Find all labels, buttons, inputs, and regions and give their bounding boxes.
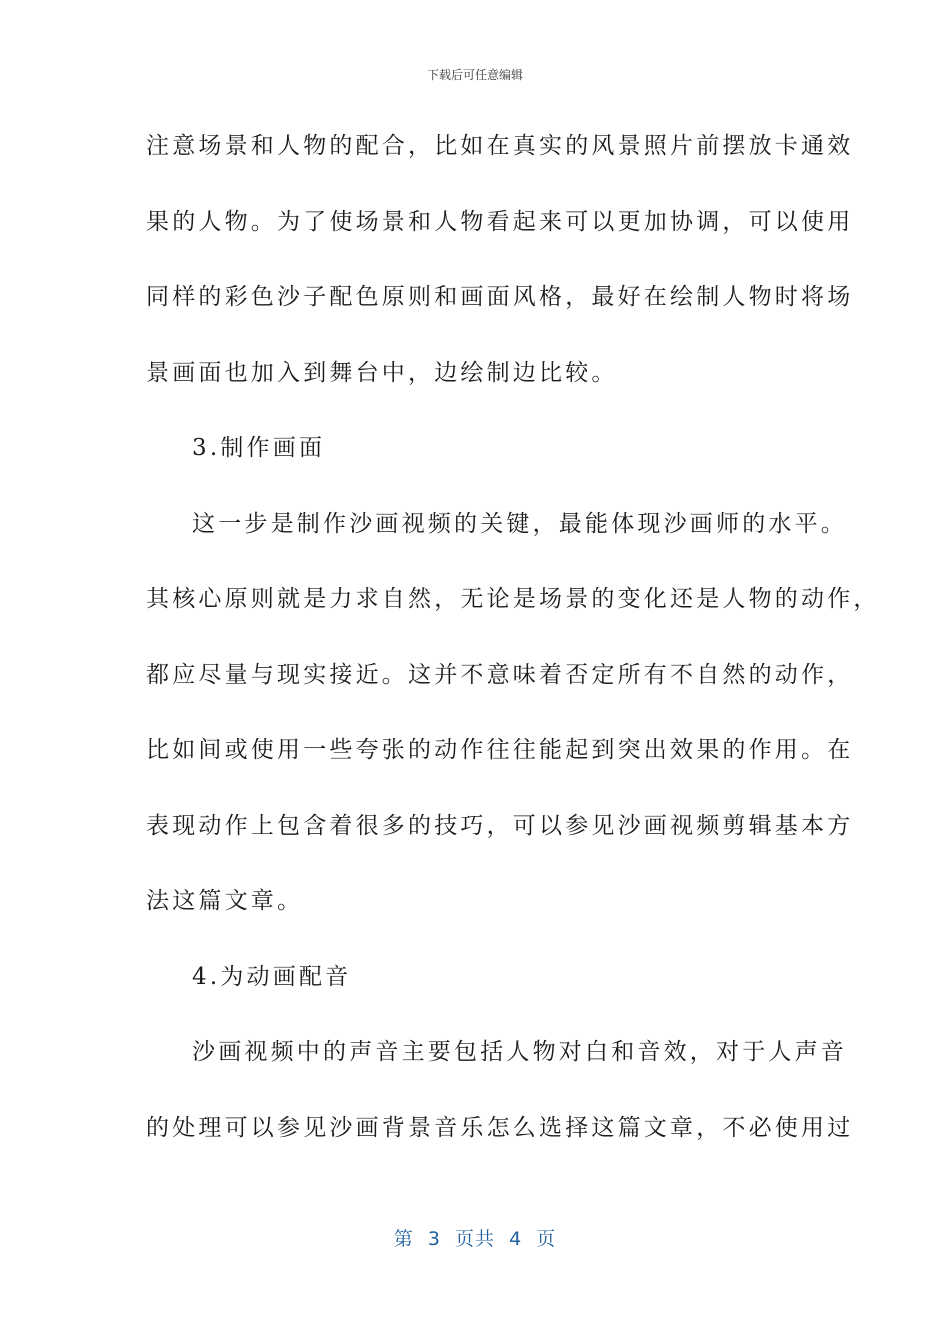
page-header: 下载后可任意编辑 xyxy=(426,68,523,82)
paragraph-line: 景画面也加入到舞台中，边绘制边比较。 xyxy=(146,359,618,386)
paragraph-line: 沙画视频中的声音主要包括人物对白和音效，对于人声音 xyxy=(192,1039,847,1065)
paragraph-line: 比如间或使用一些夸张的动作往往能起到突出效果的作用。在 xyxy=(146,737,854,763)
paragraph-line: 这一步是制作沙画视频的关键，最能体现沙画师的水平。 xyxy=(192,510,847,537)
section-heading: 4.为动画配音 xyxy=(192,963,352,990)
paragraph-line: 的处理可以参见沙画背景音乐怎么选择这篇文章，不必使用过 xyxy=(146,1114,854,1141)
section-heading: 3.制作画面 xyxy=(192,435,326,461)
paragraph-line: 注意场景和人物的配合，比如在真实的风景照片前摆放卡通效 xyxy=(146,133,854,159)
page-number-footer: 第 3 页共 4 页 xyxy=(393,1228,557,1250)
paragraph-line: 果的人物。为了使场景和人物看起来可以更加协调，可以使用 xyxy=(146,208,854,235)
paragraph-line: 表现动作上包含着很多的技巧，可以参见沙画视频剪辑基本方 xyxy=(146,812,854,839)
paragraph-line: 法这篇文章。 xyxy=(146,888,304,914)
paragraph-line: 都应尽量与现实接近。这并不意味着否定所有不自然的动作， xyxy=(146,661,854,688)
paragraph-line: 其核心原则就是力求自然，无论是场景的变化还是人物的动作， xyxy=(146,586,880,612)
paragraph-line: 同样的彩色沙子配色原则和画面风格，最好在绘制人物时将场 xyxy=(146,284,854,310)
document-body xyxy=(146,126,880,1183)
